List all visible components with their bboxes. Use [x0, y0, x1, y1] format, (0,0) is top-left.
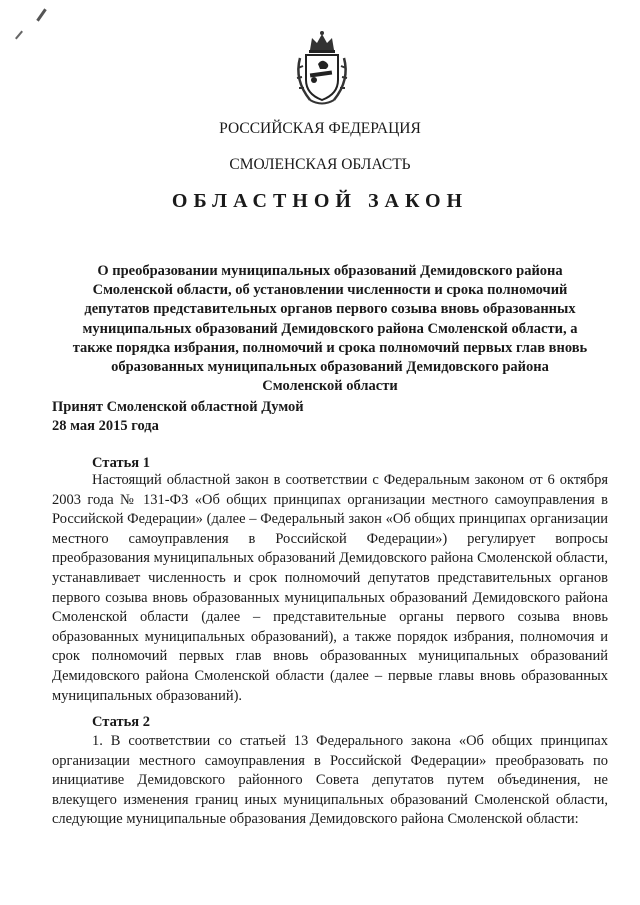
article-1-heading: Статья 1 — [92, 455, 150, 471]
country-name: РОССИЙСКАЯ ФЕДЕРАЦИЯ — [219, 120, 421, 137]
article-2-text: 1. В соответствии со статьей 13 Федерального закона «Об общих принципах организации местного самоуправления в Российской Федерации» преобразовать по инициативе Демидовского районного Совета депутатов путем объединения, не влекущего изменения границ иных муниципальных образований Смоленской области, следующие муниципальные образования Демидовского района Смоленской области: — [52, 733, 608, 828]
article-2-heading: Статья 2 — [92, 714, 150, 730]
article-1-text: Настоящий областной закон в соответствии с Федеральным законом от 6 октября 2003 года № 131-ФЗ «Об общих принципах организации местного самоуправления в Российской Федерации» (далее – Федеральный закон «Об общих принципах организации местного самоуправления в Российской Федерации») регулирует вопросы преобразования муниципальных образований Демидовского района Смоленской области, устанавливает численность и срок полномочий депутатов представительных органов первого созыва вновь образованных муниципальных образований Демидовского района Смоленской области (далее – представительные органы первого созыва вновь образованных муниципальных образований), а также порядок избрания, полномочия и срок полномочий первых глав вновь образованных муниципальных образований Демидовского района Смоленской области (далее – первые главы вновь образованных муниципальных образований). — [52, 472, 608, 704]
scan-artifact — [15, 31, 23, 40]
adoption-body: Принят Смоленской областной Думой — [52, 399, 304, 415]
region-name: СМОЛЕНСКАЯ ОБЛАСТЬ — [229, 156, 411, 173]
adoption-info — [52, 398, 304, 436]
scan-artifact — [36, 8, 46, 21]
document-title: О преобразовании муниципальных образований Демидовского района Смоленской области, об установлении численности и срока полномочий депутатов представительных органов первого созыва вновь образованных муниципальных образований Демидовского района Смоленской области, а также порядка избрания, полномочий и срока полномочий первых глав вновь образованных муниципальных образований Демидовского района Смоленской области — [72, 263, 588, 395]
law-type-heading: ОБЛАСТНОЙ ЗАКОН — [171, 190, 469, 212]
adoption-date: 28 мая 2015 года — [52, 418, 159, 434]
smolensk-coat-of-arms-icon — [290, 28, 354, 108]
